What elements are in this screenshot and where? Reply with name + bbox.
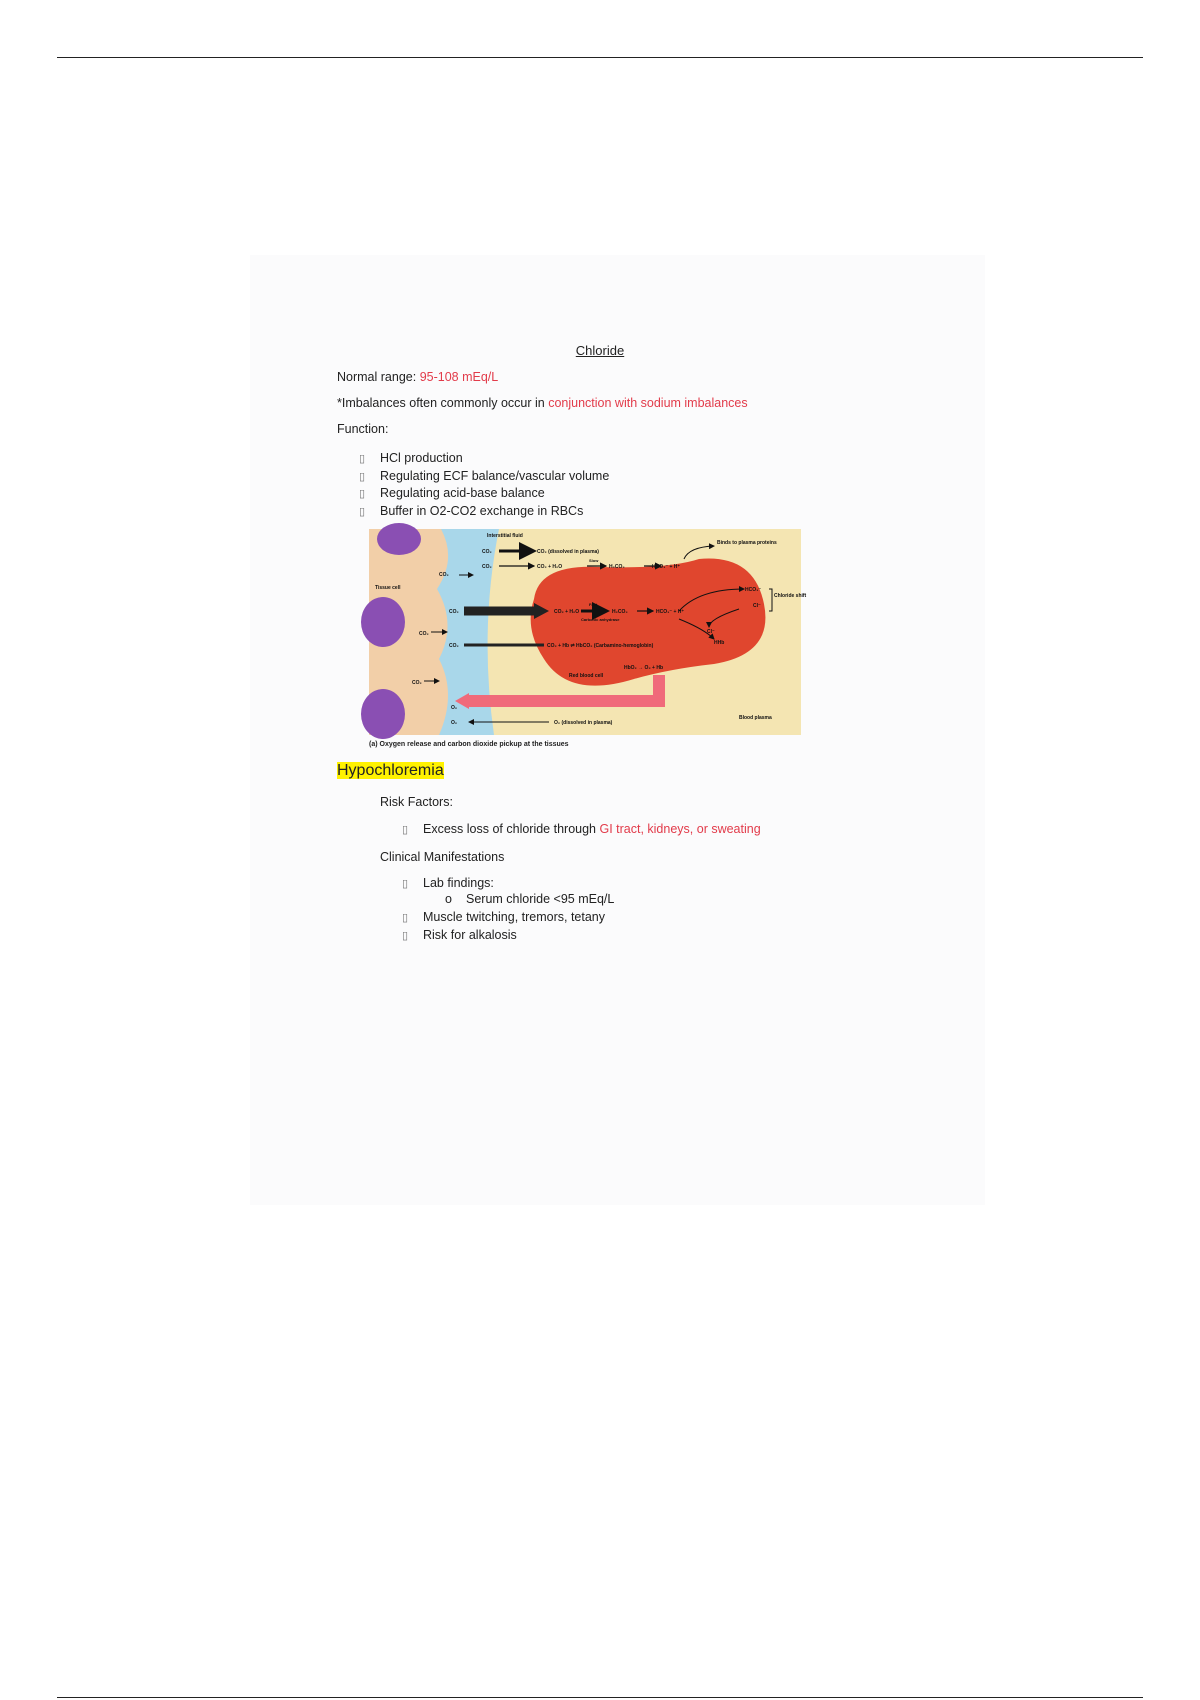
bullet-icon: ▯	[402, 912, 409, 924]
bullet-icon: ▯	[359, 453, 366, 465]
figure-caption: (a) Oxygen release and carbon dioxide pickup at the tissues	[369, 741, 569, 748]
risk-factors-label: Risk Factors:	[380, 795, 453, 809]
gas-exchange-figure	[369, 529, 807, 735]
label-co2: CO₂	[419, 631, 429, 637]
bullet-icon: ▯	[402, 824, 409, 836]
label-red-blood-cell: Red blood cell	[569, 673, 604, 679]
label-co2-dissolved: CO₂ (dissolved in plasma)	[537, 549, 599, 555]
label-cl: Cl⁻	[753, 603, 761, 609]
label-hbo2: HbO₂ → O₂ + Hb	[624, 665, 664, 671]
function-label: Function:	[337, 422, 389, 436]
label-hco3-h-rbc: HCO₃⁻ + H⁺	[656, 609, 685, 615]
imbalance-note	[337, 396, 748, 410]
label-blood-plasma: Blood plasma	[739, 715, 772, 721]
normal-range-label: Normal range:	[337, 370, 420, 384]
normal-range	[337, 370, 498, 384]
label-cl-rbc: Cl⁻	[707, 629, 715, 635]
list-item: ▯ Regulating acid-base balance	[359, 486, 545, 500]
section-heading	[337, 762, 444, 780]
list-item: ▯ Buffer in O2-CO2 exchange in RBCs	[359, 503, 584, 518]
label-o2-dissolved: O₂ (dissolved in plasma)	[554, 720, 613, 726]
label-hco3-h: HCO₃⁻ + H⁺	[652, 564, 681, 570]
imbalance-highlight: conjunction with sodium imbalances	[548, 396, 748, 410]
bullet-icon: ▯	[402, 878, 409, 890]
label-co2-h2o: CO₂ + H₂O	[537, 564, 563, 570]
highlighted-heading: Hypochloremia	[337, 762, 444, 779]
nucleus	[361, 597, 405, 647]
normal-range-value: 95-108 mEq/L	[419, 370, 499, 384]
label-chloride-shift: Chloride shift	[774, 593, 807, 599]
label-co2: CO₂	[482, 549, 492, 555]
label-o2: O₂	[451, 705, 458, 711]
label-hco3: HCO₃⁻	[745, 587, 762, 593]
list-item: ▯ HCl production	[359, 451, 463, 465]
function-list	[359, 451, 609, 521]
bullet-icon: ▯	[402, 930, 409, 942]
label-co2-hb: CO₂ + Hb ⇌ HbCO₂ (Carbamino-hemoglobin)	[547, 643, 654, 649]
risk-highlight: GI tract, kidneys, or sweating	[599, 822, 761, 836]
label-co2: CO₂	[482, 564, 492, 570]
bullet-icon: ▯	[359, 505, 366, 518]
label-o2: O₂	[451, 720, 458, 726]
page-title: Chloride	[575, 343, 625, 358]
label-tissue-cell: Tissue cell	[375, 585, 401, 591]
label-interstitial: Interstitial fluid	[487, 533, 523, 539]
bullet-icon: ▯	[359, 488, 366, 500]
list-item: ▯ Lab findings:	[402, 876, 494, 890]
label-co2: CO₂	[449, 609, 459, 615]
list-item: ▯ Muscle twitching, tremors, tetany	[402, 910, 606, 924]
label-co2-h2o-rbc: CO₂ + H₂O	[554, 609, 580, 615]
label-fast: Fast	[589, 602, 598, 607]
label-h2co3: H₂CO₃	[609, 564, 625, 570]
circle-bullet-icon: o	[445, 892, 452, 906]
clinical-label: Clinical Manifestations	[380, 850, 505, 864]
label-carbonic-anhydrase: Carbonic anhydrase	[581, 617, 620, 622]
label-co2: CO₂	[439, 572, 449, 578]
list-item: ▯ Regulating ECF balance/vascular volume	[359, 468, 610, 483]
risk-item: ▯ Excess loss of chloride through GI tract, kidneys, or sweating	[402, 822, 761, 836]
label-binds-proteins: Binds to plasma proteins	[717, 540, 777, 546]
list-item: o Serum chloride <95 mEq/L	[445, 892, 615, 906]
label-co2: CO₂	[449, 643, 459, 649]
bottom-rule	[57, 1697, 1143, 1698]
imbalance-prefix: *Imbalances often commonly occur in	[337, 396, 549, 410]
label-slow: Slow	[589, 558, 599, 563]
label-co2: CO₂	[412, 680, 422, 686]
label-h2co3-rbc: H₂CO₃	[612, 609, 628, 615]
nucleus	[377, 523, 421, 555]
nucleus	[361, 689, 405, 739]
label-hhb: HHb	[714, 640, 725, 646]
bullet-icon: ▯	[359, 470, 366, 483]
list-item: ▯ Risk for alkalosis	[402, 928, 517, 942]
